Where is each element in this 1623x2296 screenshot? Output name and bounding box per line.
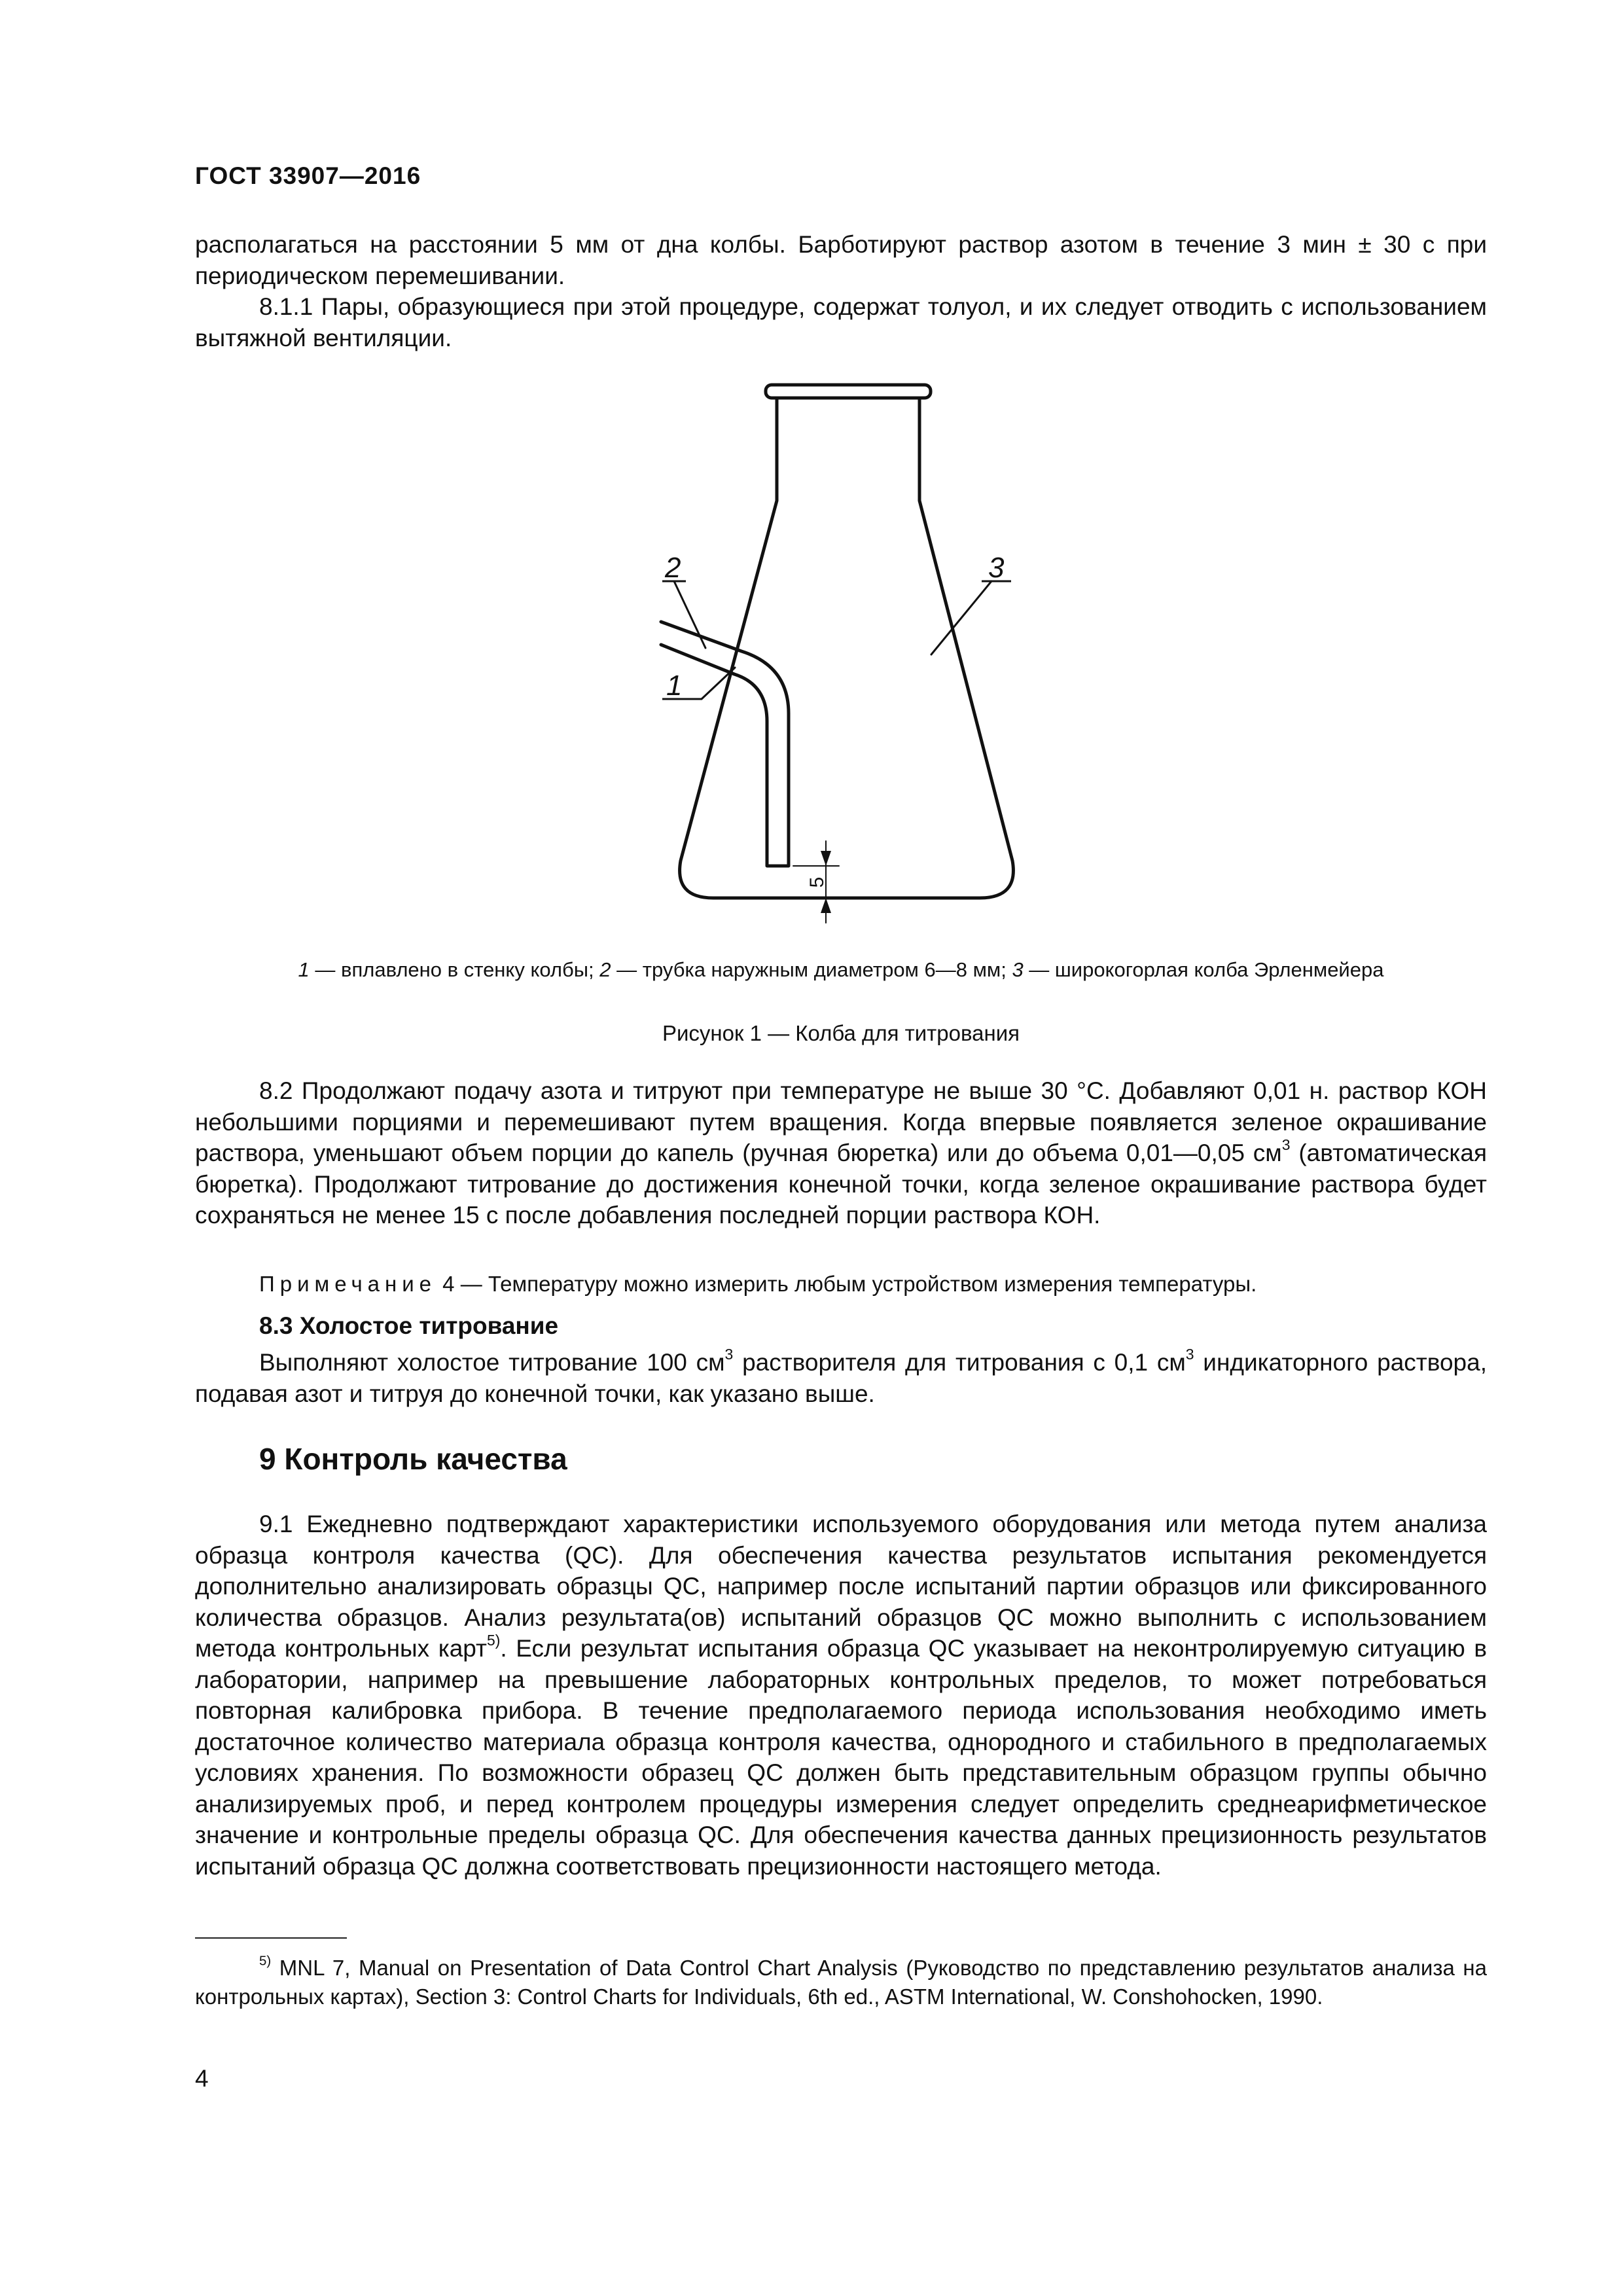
document-header: ГОСТ 33907—2016 [195,162,421,189]
legend-num-2: 2 [599,958,611,981]
clause-8-2 [195,1075,1487,1231]
dimension-arrow-up [821,898,831,913]
dimension-arrow-down [821,851,831,866]
flask-rim [766,385,931,398]
clause-8-3-text-a: Выполняют холостое титрование 100 см [259,1349,725,1376]
legend-num-1: 1 [298,958,310,981]
note-text: 4 — Температуру можно измерить любым устройством измерения температуры. [437,1272,1257,1296]
clause-8-3-body [195,1347,1487,1409]
legend-num-3: 3 [1012,958,1024,981]
leader-line-2 [674,581,705,648]
intro-text [195,229,1487,353]
leader-line-3 [931,581,991,655]
footnote-text: MNL 7, Manual on Presentation of Data Control Chart Analysis (Руководство по представлению результатов анализа на контрольных картах), Section 3: Control Charts for Individuals, 6th ed., ASTM International, W. Conshohocken, 1990. [195,1956,1487,2009]
note-4 [259,1272,1257,1297]
page-number: 4 [195,2065,209,2092]
legend-text-3: — широкогорлая колба Эрленмейера [1023,958,1384,981]
clause-8-3-superscript-1: 3 [724,1345,734,1363]
label-1: 1 [666,670,683,702]
footnote-divider [195,1937,347,1939]
footnote-mark: 5) [259,1953,272,1969]
inlet-tube [661,622,789,866]
clause-8-2-text-b: (автоматическая бюретка). Продолжают титрование до достижения конечной точки, когда зеленое окрашивание раствора будет сохраняться не менее 15 с после добавления последней порции раствора КОН. [195,1139,1487,1229]
clause-8-1-1: 8.1.1 Пары, образующиеся при этой процедуре, содержат толуол, и их следует отводить с использованием вытяжной вентиляции. [195,293,1487,351]
clause-9-1-text-b: . Если результат испытания образца QC указывает на неконтролируемую ситуацию в лаборатории, например на превышение лабораторных контрольных пределов, то может потребоваться повторная калибровка прибора. В течение предполагаемого периода использования необходимо иметь достаточное количество материала образца контроля качества, однородного и стабильного в предполагаемых условиях хранения. По возможности образец QC должен быть представительным образцом группы обычно анализируемых проб, и перед контролем процедуры измерения следует определить среднеарифметическое значение и контрольные пределы образца QC. Для обеспечения качества данных прецизионность результатов испытаний образца QC должна соответствовать прецизионности настоящего метода. [195,1635,1487,1880]
label-3: 3 [988,552,1005,584]
clause-8-2-superscript: 3 [1281,1136,1291,1153]
leader-line-1 [702,668,735,699]
figure-caption: Рисунок 1 — Колба для титрования [662,1021,1020,1045]
clause-9-1-text-a: 9.1 Ежедневно подтверждают характеристики используемого оборудования или метода путем анализа образца контроля качества (QC). Для обеспечения качества результатов испытания рекомендуется дополнительно анализировать образцы QC, например после испытаний партии образцов или фиксированного количества образцов. Анализ результата(ов) испытаний образцов QC можно выполнить с использованием метода контрольных карт [195,1511,1487,1662]
clause-8-3-superscript-2: 3 [1185,1345,1194,1363]
note-label: Примечание [259,1272,437,1296]
clause-9-1 [195,1509,1487,1882]
legend-text-1: — вплавлено в стенку колбы; [309,958,600,981]
footnote [195,1954,1487,2011]
figure-legend [195,957,1487,983]
legend-text-2: — трубка наружным диаметром 6—8 мм; [611,958,1012,981]
flask-figure [0,367,1623,956]
footnote-reference: 5) [487,1631,501,1649]
clause-8-3-heading: 8.3 Холостое титрование [259,1312,559,1339]
clause-8-3-text-c: индикаторного раствора, подавая азот и титруя до конечной точки, как указано выше. [195,1349,1487,1407]
intro-paragraph: располагаться на расстоянии 5 мм от дна колбы. Барботируют раствор азотом в течение 3 мин ± 30 с при периодическом перемешивании. [195,231,1487,289]
dimension-label: 5 [806,876,828,888]
section-9-heading: 9 Контроль качества [259,1442,567,1476]
label-2: 2 [665,552,681,584]
clause-8-3-text-b: растворителя для титрования с 0,1 см [733,1349,1186,1376]
clause-8-2-text-a: 8.2 Продолжают подачу азота и титруют при температуре не выше 30 °С. Добавляют 0,01 н. раствор КОН небольшими порциями и перемешивают путем вращения. Когда впервые появляется зеленое окрашивание раствора, уменьшают объем порции до капель (ручная бюретка) или до объема 0,01—0,05 см [195,1077,1487,1166]
